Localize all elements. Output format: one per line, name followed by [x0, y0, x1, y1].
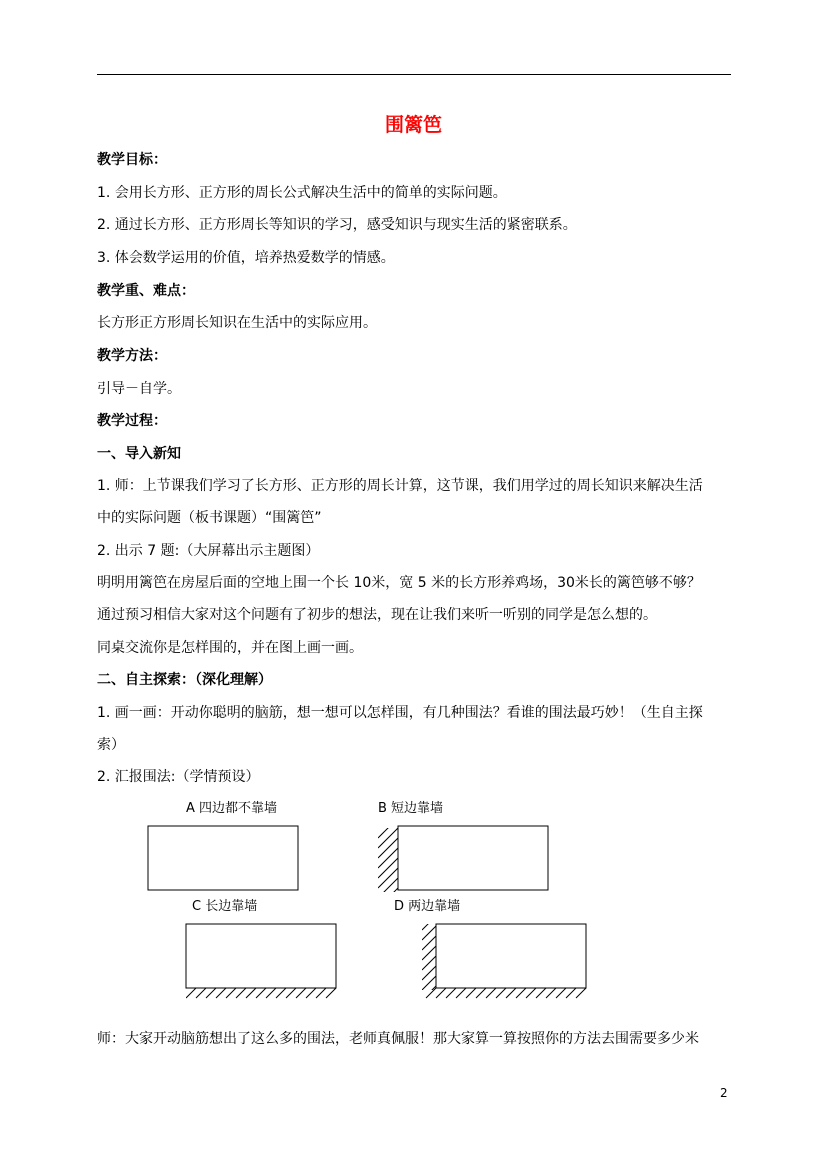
- paragraph-7: 2. 汇报围法:（学情预设）: [97, 769, 260, 785]
- page-number: 2: [720, 1086, 728, 1100]
- part2-heading: 二、自主探索：（深化理解）: [97, 672, 272, 688]
- figure-d-wall-hatch-left: [422, 916, 436, 1000]
- figure-b-wall-hatch: [378, 818, 398, 908]
- figure-d-label: D 两边靠墙: [394, 899, 461, 914]
- keypoints-text: 长方形正方形周长知识在生活中的实际应用。: [97, 315, 377, 331]
- goal-3: 3. 体会数学运用的价值，培养热爱数学的情感。: [97, 250, 395, 266]
- keypoints-heading: 教学重、难点：: [97, 283, 195, 299]
- paragraph-5: 同桌交流你是怎样围的，并在图上画一画。: [97, 640, 363, 656]
- paragraph-8: 师：大家开动脑筋想出了这么多的围法，老师真佩服！那大家算一算按照你的方法去围需要多少米: [97, 1031, 699, 1047]
- figure-c-wall-hatch: [176, 988, 336, 998]
- paragraph-1-line-1: 1. 师：上节课我们学习了长方形、正方形的周长计算，这节课，我们用学过的周长知识来解决生活: [97, 478, 703, 494]
- method-text: 引导－自学。: [97, 381, 181, 397]
- figure-c-rect: [186, 924, 336, 988]
- part1-heading: 一、导入新知: [97, 446, 181, 462]
- figure-b-rect: [398, 826, 548, 890]
- figure-c-label: C 长边靠墙: [192, 899, 258, 914]
- paragraph-2: 2. 出示 7 题:（大屏幕出示主题图）: [97, 543, 320, 559]
- goals-heading: 教学目标：: [97, 152, 167, 168]
- process-heading: 教学过程：: [97, 413, 167, 429]
- figure-b-label: B 短边靠墙: [378, 801, 444, 816]
- document-title: 围篱笆: [384, 114, 442, 136]
- goal-1: 1. 会用长方形、正方形的周长公式解决生活中的简单的实际问题。: [97, 185, 507, 201]
- paragraph-6-line-1: 1. 画一画：开动你聪明的脑筋，想一想可以怎样围，有几种围法？看谁的围法最巧妙！（生自主探: [97, 705, 703, 721]
- goal-2: 2. 通过长方形、正方形周长等知识的学习，感受知识与现实生活的紧密联系。: [97, 217, 577, 233]
- figure-a-rect: [148, 826, 298, 890]
- paragraph-1-line-2: 中的实际问题（板书课题）“围篱笆”: [97, 510, 322, 526]
- figure-d-wall-hatch-bottom: [426, 988, 586, 998]
- figure-a-label: A 四边都不靠墙: [186, 801, 278, 816]
- paragraph-3: 明明用篱笆在房屋后面的空地上围一个长 10米，宽 5 米的长方形养鸡场，30米长的篱笆够不够？: [97, 575, 701, 591]
- paragraph-4: 通过预习相信大家对这个问题有了初步的想法，现在让我们来听一听别的同学是怎么想的。: [97, 607, 657, 623]
- paragraph-6-line-2: 索）: [97, 737, 125, 753]
- method-heading: 教学方法：: [97, 348, 167, 364]
- figure-d-rect: [436, 924, 586, 988]
